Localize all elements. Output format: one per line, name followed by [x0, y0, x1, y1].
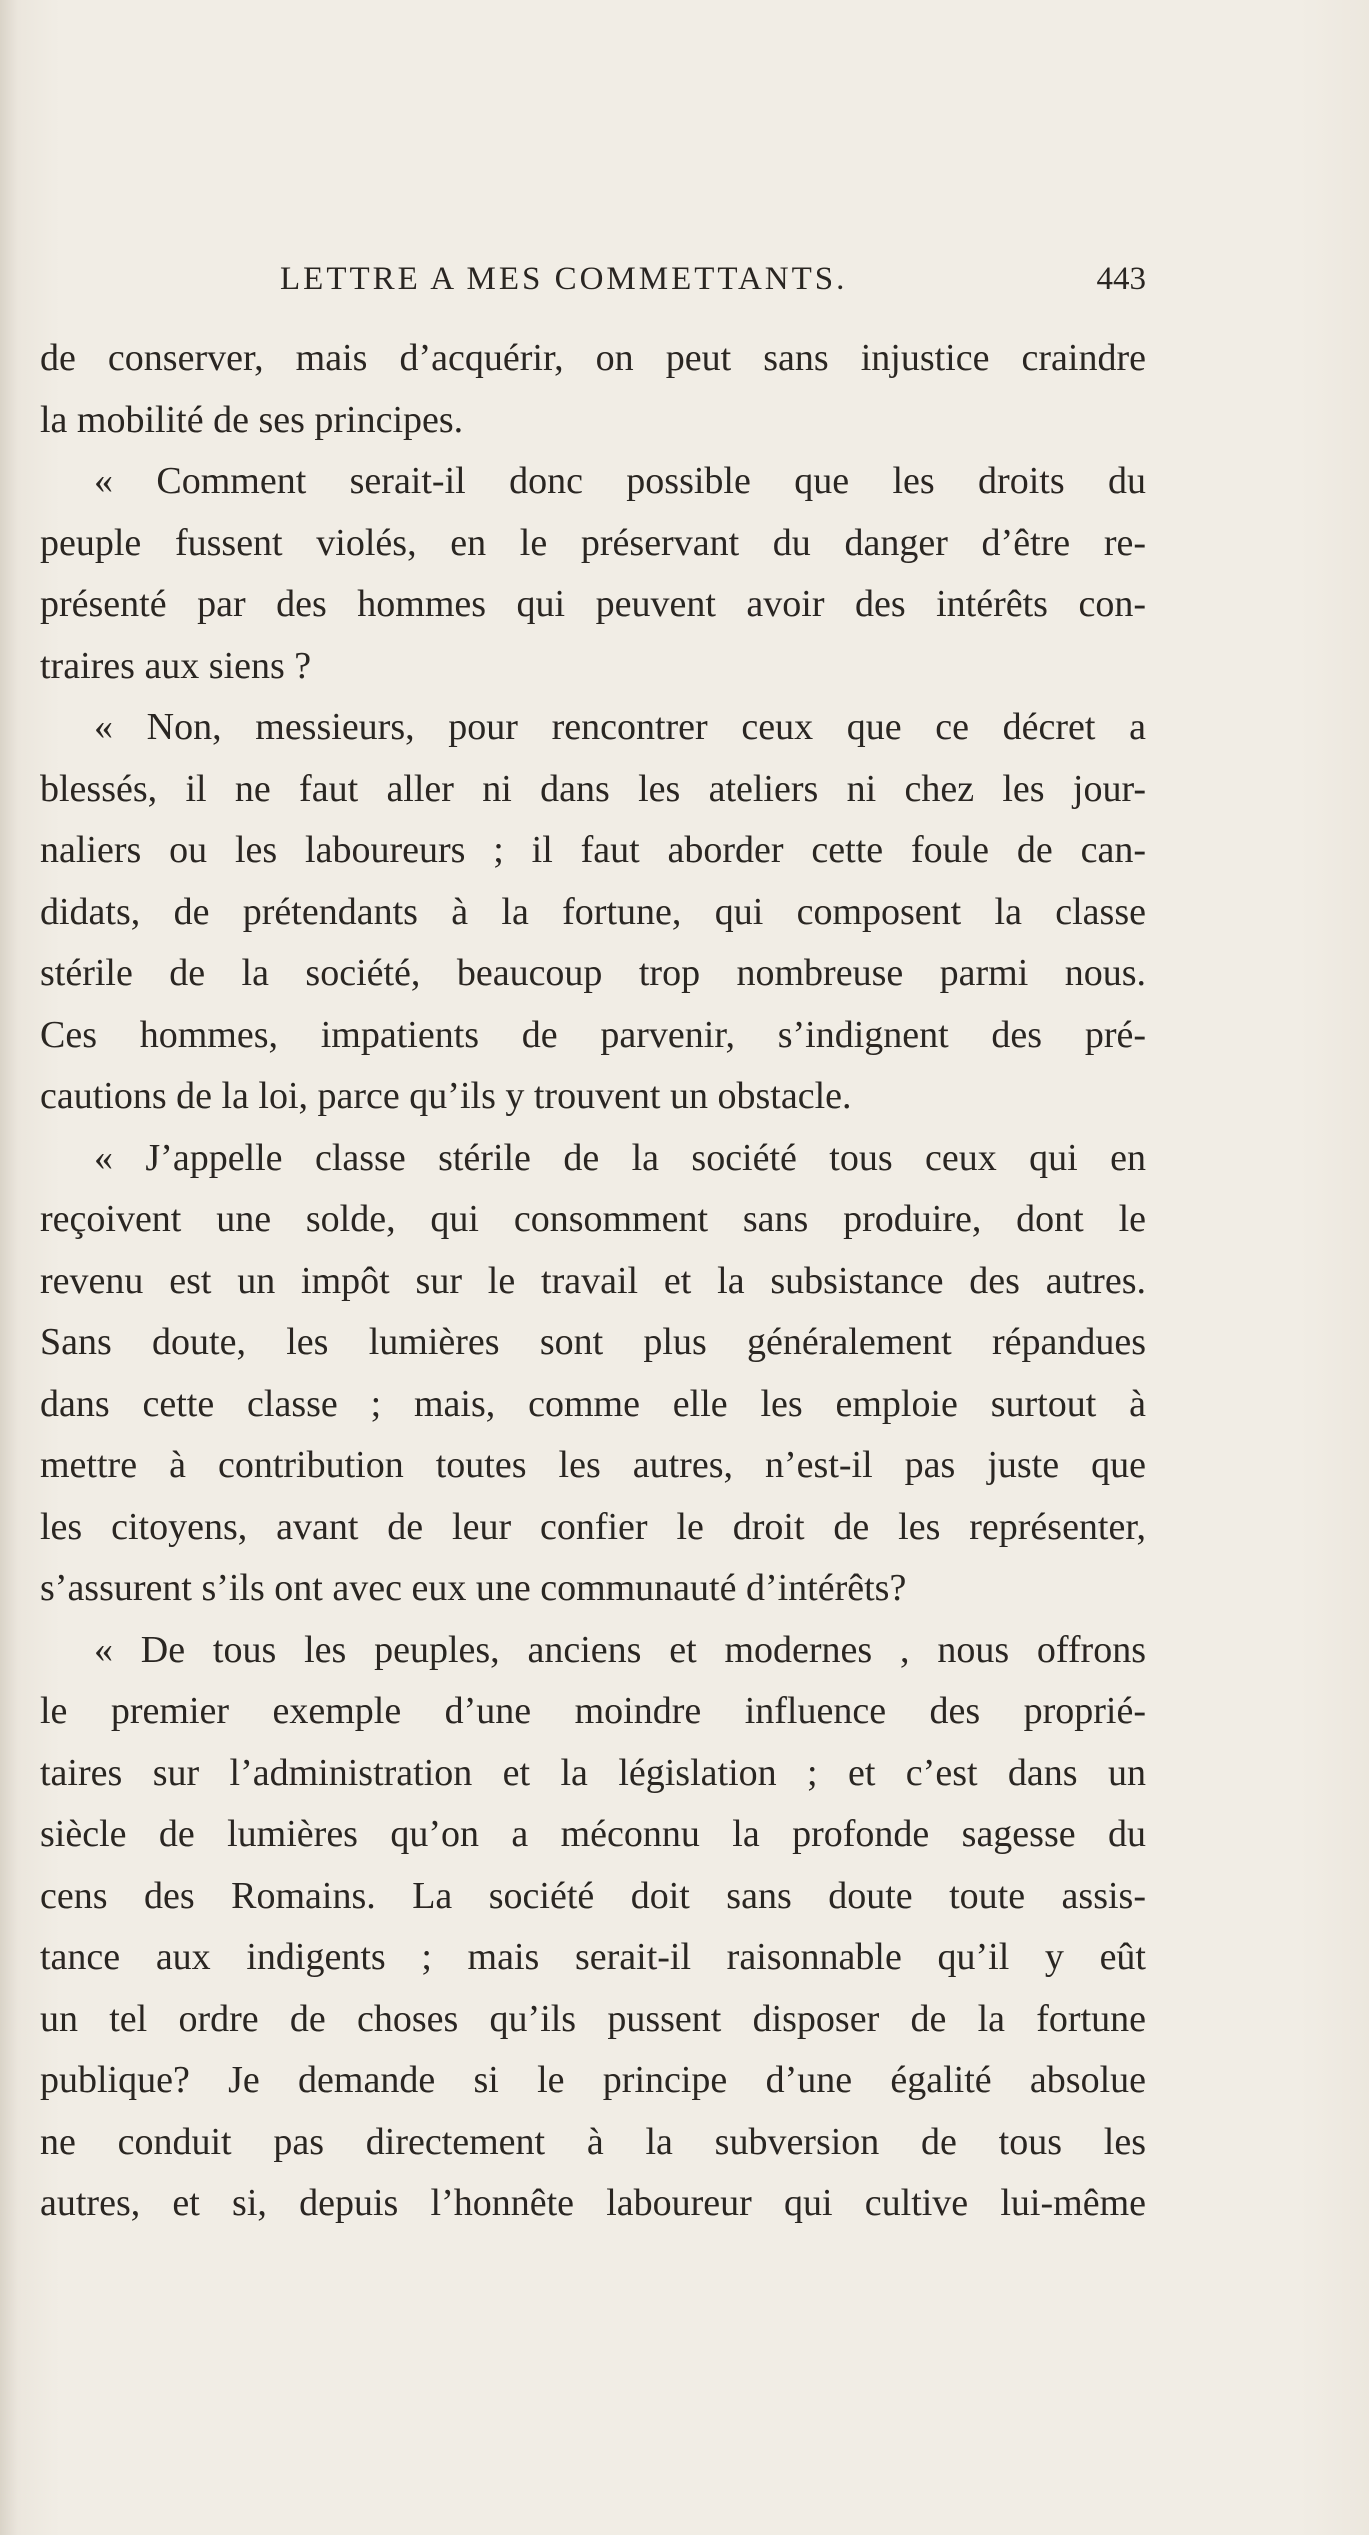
text-line: stérile de la société, beaucoup trop nombreuse parmi nous.: [40, 952, 1146, 994]
running-header: [40, 254, 1146, 304]
text-line: « Non, messieurs, pour rencontrer ceux que ce décret a: [94, 706, 1146, 748]
body-text: [40, 328, 1146, 2235]
page-number: 443: [1096, 261, 1146, 297]
text-line: taires sur l’administration et la législation ; et c’est dans un: [40, 1751, 1146, 1794]
text-line: « De tous les peuples, anciens et modernes , nous offrons: [94, 1628, 1146, 1671]
text-line: publique? Je demande si le principe d’une égalité absolue: [40, 2059, 1146, 2101]
text-line: didats, de prétendants à la fortune, qui composent la classe: [40, 890, 1146, 933]
text-line: « J’appelle classe stérile de la société tous ceux qui en: [94, 1136, 1146, 1179]
text-line: Sans doute, les lumières sont plus généralement répandues: [40, 1321, 1146, 1363]
text-line: mettre à contribution toutes les autres, n’est-il pas juste que: [40, 1444, 1146, 1486]
text-line: reçoivent une solde, qui consomment sans produire, dont le: [40, 1198, 1146, 1240]
running-title: LETTRE A MES COMMETTANTS.: [280, 261, 848, 297]
text-line: de conserver, mais d’acquérir, on peut sans injustice craindre: [40, 337, 1146, 379]
text-line: s’assurent s’ils ont avec eux une communauté d’intérêts?: [40, 1567, 907, 1609]
text-line: naliers ou les laboureurs ; il faut aborder cette foule de can-: [40, 829, 1146, 871]
text-line: cautions de la loi, parce qu’ils y trouvent un obstacle.: [40, 1075, 852, 1117]
text-line: présenté par des hommes qui peuvent avoir des intérêts con-: [40, 583, 1146, 625]
text-line: tance aux indigents ; mais serait-il raisonnable qu’il y eût: [40, 1936, 1146, 1978]
text-line: la mobilité de ses principes.: [40, 398, 464, 441]
text-line: ne conduit pas directement à la subversion de tous les: [40, 2120, 1146, 2163]
text-line: peuple fussent violés, en le préservant du danger d’être re-: [40, 521, 1146, 564]
text-line: blessés, il ne faut aller ni dans les ateliers ni chez les jour-: [40, 767, 1146, 810]
text-line: un tel ordre de choses qu’ils pussent disposer de la fortune: [40, 1997, 1146, 2040]
text-line: autres, et si, depuis l’honnête laboureur qui cultive lui-même: [40, 2182, 1146, 2224]
text-line: Ces hommes, impatients de parvenir, s’indignent des pré-: [40, 1013, 1146, 1056]
text-line: siècle de lumières qu’on a méconnu la profonde sagesse du: [40, 1813, 1146, 1855]
text-line: revenu est un impôt sur le travail et la subsistance des autres.: [40, 1259, 1146, 1302]
text-line: cens des Romains. La société doit sans doute toute assis-: [40, 1874, 1146, 1917]
text-line: les citoyens, avant de leur confier le droit de les représenter,: [40, 1505, 1146, 1548]
text-line: dans cette classe ; mais, comme elle les emploie surtout à: [40, 1382, 1146, 1425]
text-line: traires aux siens ?: [40, 644, 312, 687]
text-line: « Comment serait-il donc possible que les droits du: [94, 460, 1146, 502]
text-line: le premier exemple d’une moindre influence des proprié-: [40, 1690, 1146, 1732]
